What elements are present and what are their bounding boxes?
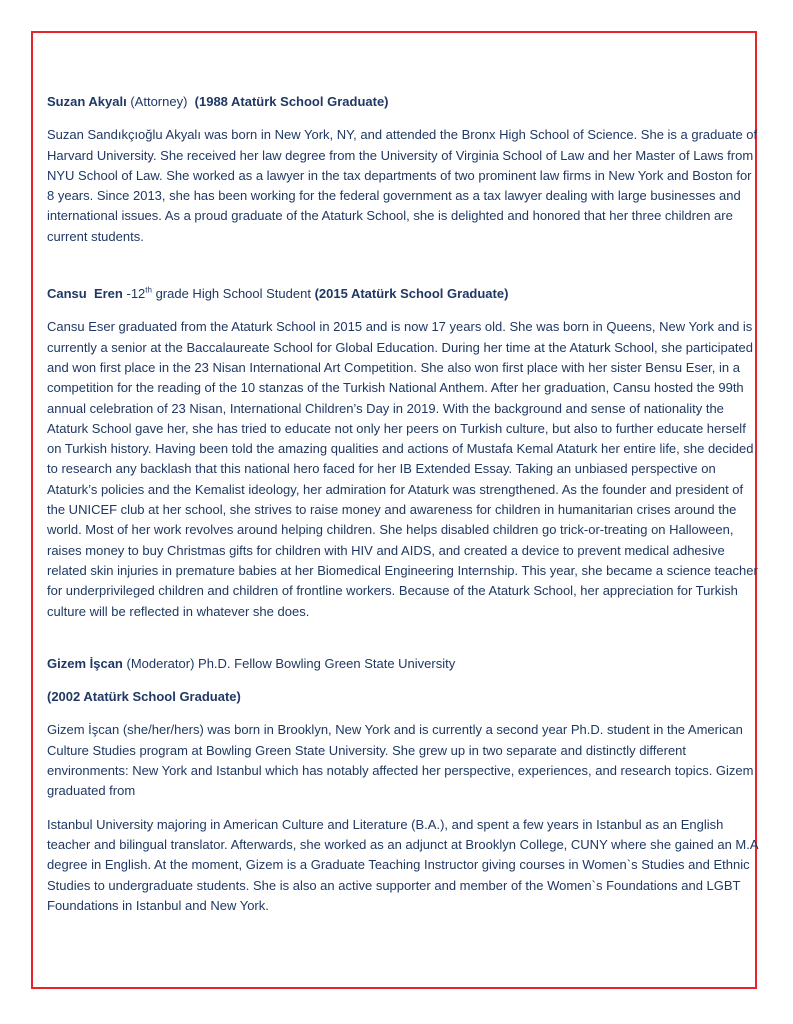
- cansu-grad: (2015 Atatürk School Graduate): [314, 286, 509, 302]
- cansu-role-prefix: -12: [126, 286, 146, 302]
- gizem-grad-line: [47, 687, 759, 707]
- gizem-grad: (2002 Atatürk School Graduate): [47, 689, 241, 705]
- cansu-role-suffix: grade High School Student: [151, 286, 311, 302]
- suzan-grad: (1988 Atatürk School Graduate): [194, 94, 389, 109]
- gizem-bio-1: Gizem İşcan (she/her/hers) was born in Brooklyn, New York and is currently a second year Ph.D. student in the American Culture Studies program at Bowling Green State University. She grew up in two separate and distinctly different environments: New York and Istanbul which has notably affected her perspective, experiences, and research topics. Gizem graduated from: [47, 722, 754, 799]
- gizem-bio-2: Istanbul University majoring in American Culture and Literature (B.A.), and spent a few years in Istanbul as an English teacher and bilingual translator. Afterwards, she worked as an adjunct at Brooklyn College, CUNY where she gained an M.A degree in English. At the moment, Gizem is a Graduate Teaching Instructor giving courses in Women`s Studies and Ethnic Studies to undergraduate students. She is also an active supporter and member of the Women`s Foundations and LGBT Foundations in Istanbul and New York.: [47, 816, 758, 913]
- gizem-name: Gizem İşcan: [47, 655, 123, 671]
- cansu-role-sup: th: [145, 285, 152, 295]
- suzan-role: (Attorney): [130, 94, 188, 109]
- cansu-name: Cansu Eren: [47, 286, 123, 302]
- bio-document: [47, 92, 759, 916]
- cansu-bio: Cansu Eser graduated from the Ataturk School in 2015 and is now 17 years old. She was born in Queens, New York and is currently a senior at the Baccalaureate School for Global Education. During her time at the Ataturk School, she participated and won first place in the 23 Nisan International Art Competition. She also won first place with her sister Bensu Eser, in a competition for the reading of the 10 stanzas of the Turkish National Anthem. After her graduation, Cansu hosted the 99th annual celebration of 23 Nisan, International Children’s Day in 2019. With the background and sense of nationality the Ataturk School gave her, she has tried to educate not only her peers on Turkish culture, but also to further educate herself on Turkish history. Having been told the amazing qualities and actions of Mustafa Kemal Ataturk her entire life, she decided to research any backlash that this national hero faced for her IB Extended Essay. Taking an unbiased perspective on Ataturk’s policies and the Kemalist ideology, her admiration for Ataturk was strengthened. As the founder and president of the UNICEF club at her school, she strives to raise money and awareness for children in humanitarian crises around the world. Most of her work revolves around helping children. She helps disabled children go trick-or-treating on Halloween, raises money to buy Christmas gifts for children with HIV and AIDS, and created a device to prevent medical adhesive related skin injuries in premature babies at her Biomedical Engineering Internship. This year, she became a science teacher for underprivileged children and children of frontline workers. Because of the Ataturk School, her appreciation for Turkish culture will be reflected in whatever she does.: [47, 319, 758, 619]
- suzan-heading: [47, 92, 759, 112]
- cansu-heading: [47, 284, 759, 304]
- suzan-bio: Suzan Sandıkçıoğlu Akyalı was born in New York, NY, and attended the Bronx High School of Science. She is a graduate of Harvard University. She received her law degree from the University of Virginia School of Law and her Master of Laws from NYU School of Law. She worked as a lawyer in the tax departments of two prominent law firms in New York and Boston for 8 years. Since 2013, she has been working for the federal government as a tax lawyer dealing with large businesses and international issues. As a proud graduate of the Ataturk School, she is delighted and honored that her three children are current students.: [47, 127, 758, 244]
- gizem-role: (Moderator) Ph.D. Fellow Bowling Green State University: [126, 655, 456, 671]
- suzan-name: Suzan Akyalı: [47, 94, 127, 109]
- gizem-heading: [47, 654, 759, 674]
